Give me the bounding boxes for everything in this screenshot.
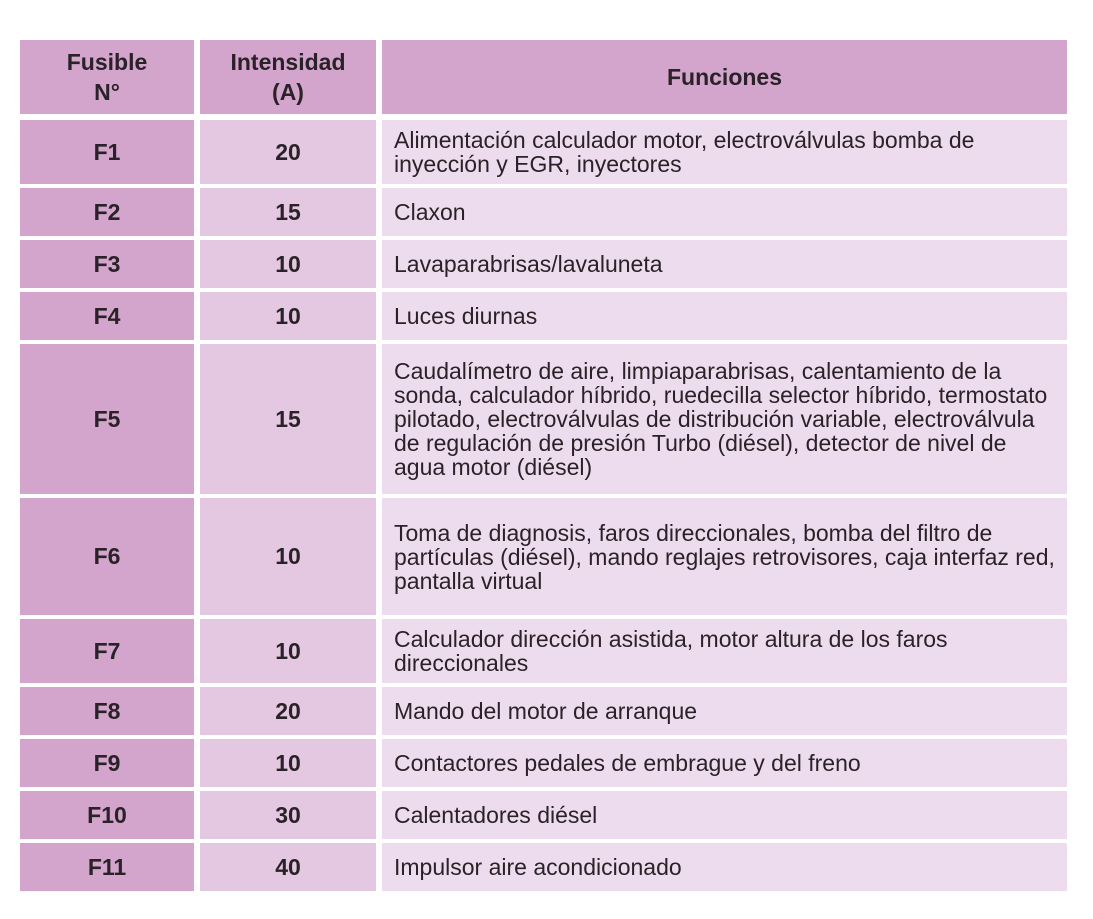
fuse-cell: F7: [20, 619, 200, 687]
functions-cell: Mando del motor de arranque: [382, 687, 1067, 739]
table-row: [20, 791, 1067, 843]
fuse-cell: F2: [20, 188, 200, 240]
fuse-cell: F5: [20, 344, 200, 498]
functions-cell: Caudalímetro de aire, limpiaparabrisas, calentamiento de la sonda, calculador híbrido, ruedecilla selector híbrido, termostato pilotado, electroválvulas de distribución variable, electroválvula de regulación de presión Turbo (diésel), detector de nivel de agua motor (diésel): [382, 344, 1067, 498]
functions-cell: Impulsor aire acondicionado: [382, 843, 1067, 895]
table-row: [20, 739, 1067, 791]
header-row: [20, 40, 1067, 120]
fuse-cell: F10: [20, 791, 200, 843]
fuse-table: [20, 40, 1067, 895]
amps-cell: 30: [200, 791, 382, 843]
table-row: [20, 188, 1067, 240]
functions-cell: Lavaparabrisas/lavaluneta: [382, 240, 1067, 292]
table-row: [20, 498, 1067, 619]
functions-cell: Calentadores diésel: [382, 791, 1067, 843]
header-fuse-number-label: N°: [94, 79, 120, 105]
functions-cell: Contactores pedales de embrague y del freno: [382, 739, 1067, 791]
amps-cell: 40: [200, 843, 382, 895]
amps-cell: 10: [200, 498, 382, 619]
amps-cell: 10: [200, 292, 382, 344]
header-functions: Funciones: [382, 40, 1067, 120]
fuse-cell: F9: [20, 739, 200, 791]
header-intensity-unit: (A): [272, 79, 304, 105]
functions-cell: Calculador dirección asistida, motor altura de los faros direccionales: [382, 619, 1067, 687]
fuse-cell: F6: [20, 498, 200, 619]
header-fuse-label: Fusible: [66, 49, 148, 75]
header-intensity: [200, 40, 382, 120]
table-row: [20, 843, 1067, 895]
table-row: [20, 120, 1067, 188]
table-header: [20, 40, 1067, 120]
amps-cell: 15: [200, 188, 382, 240]
amps-cell: 10: [200, 739, 382, 791]
functions-cell: Alimentación calculador motor, electroválvulas bomba de inyección y EGR, inyectores: [382, 120, 1067, 188]
amps-cell: 10: [200, 240, 382, 292]
functions-cell: Luces diurnas: [382, 292, 1067, 344]
functions-cell: Claxon: [382, 188, 1067, 240]
header-fuse-number: [20, 40, 200, 120]
table-row: [20, 240, 1067, 292]
table-row: [20, 687, 1067, 739]
table-row: [20, 619, 1067, 687]
fuse-cell: F4: [20, 292, 200, 344]
table-body: [20, 120, 1067, 895]
amps-cell: 20: [200, 120, 382, 188]
amps-cell: 10: [200, 619, 382, 687]
fuse-cell: F1: [20, 120, 200, 188]
amps-cell: 15: [200, 344, 382, 498]
fuse-cell: F8: [20, 687, 200, 739]
amps-cell: 20: [200, 687, 382, 739]
table-row: [20, 344, 1067, 498]
fuse-cell: F3: [20, 240, 200, 292]
header-intensity-label: Intensidad: [230, 49, 346, 75]
table-row: [20, 292, 1067, 344]
fuse-cell: F11: [20, 843, 200, 895]
functions-cell: Toma de diagnosis, faros direccionales, bomba del filtro de partículas (diésel), mando reglajes retrovisores, caja interfaz red, pantalla virtual: [382, 498, 1067, 619]
